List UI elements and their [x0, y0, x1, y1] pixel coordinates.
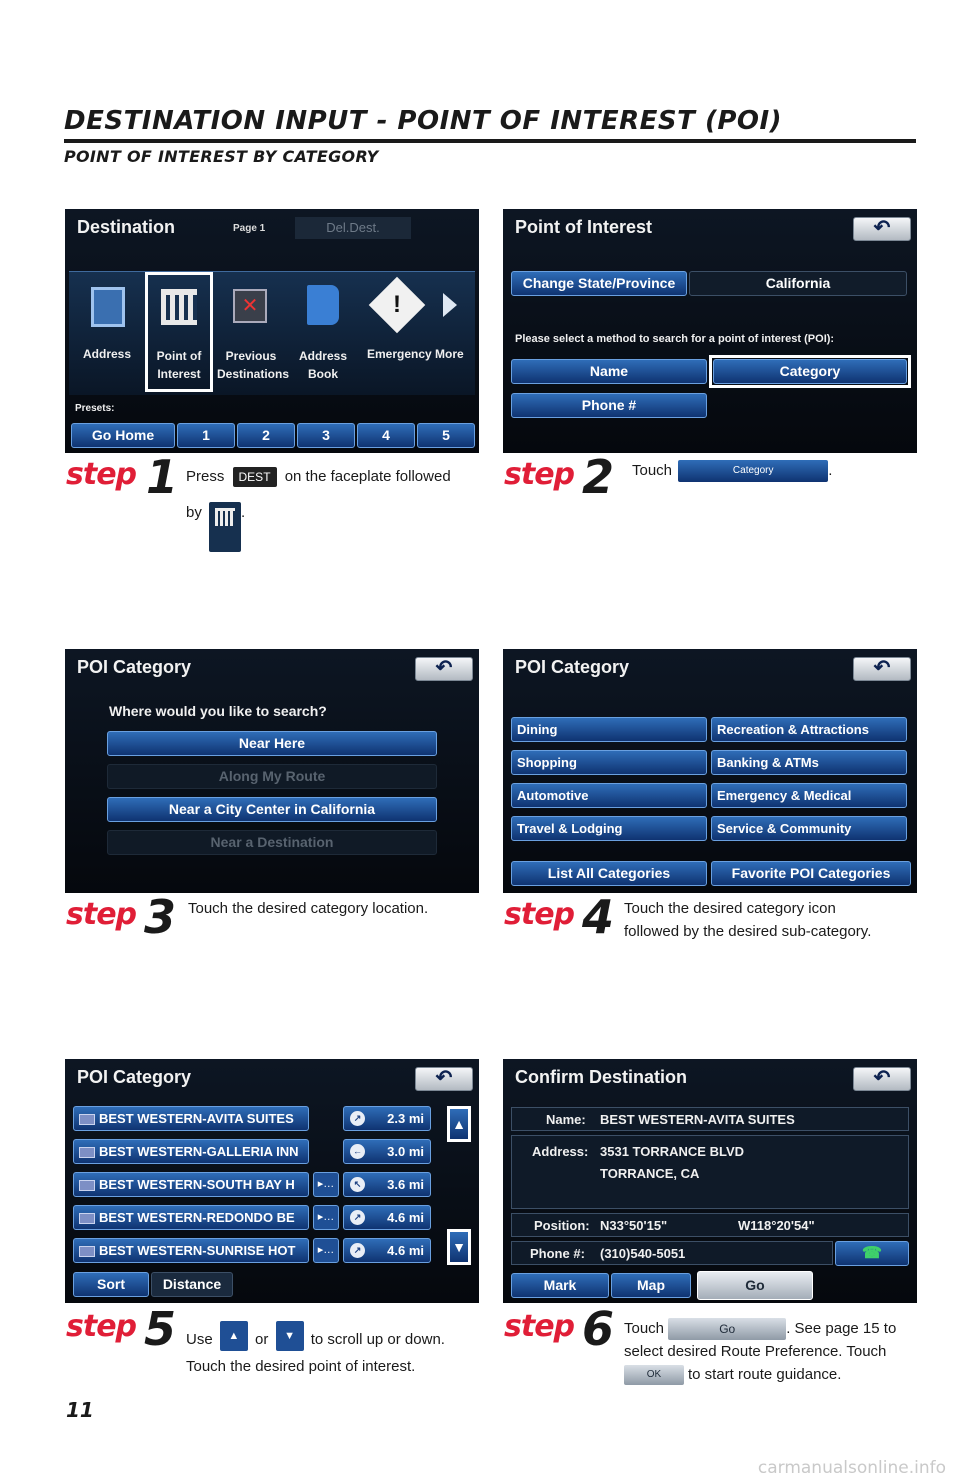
result-name: BEST WESTERN-REDONDO BE: [99, 1210, 295, 1225]
back-button[interactable]: [853, 1067, 911, 1091]
screen-confirm-destination: [503, 1059, 917, 1303]
phone-number: (310)540-5051: [600, 1246, 686, 1261]
screen-poi-category-list: [503, 649, 917, 893]
search-prompt: Where would you like to search?: [109, 703, 327, 719]
page-title: DESTINATION INPUT - POINT OF INTEREST (POI): [64, 106, 783, 136]
near-here-button[interactable]: Near Here: [107, 731, 437, 756]
step-label: step: [66, 1309, 137, 1344]
menu-address[interactable]: [73, 275, 143, 391]
step-number: 3: [144, 890, 177, 944]
menu-label: Address Book: [298, 349, 348, 381]
category-service[interactable]: Service & Community: [711, 816, 907, 841]
route-icon: ▸…: [313, 1238, 339, 1263]
category-chip-label: Category: [732, 465, 774, 477]
compass-icon: ↗: [350, 1210, 365, 1225]
del-dest-button[interactable]: Del.Dest.: [295, 217, 411, 239]
selection-highlight: [145, 272, 213, 392]
phone-row: [511, 1241, 833, 1265]
name-row: [511, 1107, 909, 1131]
address-line-2: TORRANCE, CA: [600, 1166, 700, 1181]
preset-go-home[interactable]: Go Home: [71, 423, 175, 448]
instr-text: Touch: [624, 1320, 665, 1337]
result-name: BEST WESTERN-GALLERIA INN: [99, 1144, 299, 1159]
selection-highlight: [709, 355, 911, 388]
step-label: step: [504, 897, 575, 932]
result-distance: [343, 1238, 431, 1263]
result-name: BEST WESTERN-SOUTH BAY H: [99, 1177, 295, 1192]
instr-text: Use: [186, 1330, 213, 1348]
instr-text: to scroll up or down.: [310, 1330, 445, 1348]
hotel-icon: [79, 1180, 95, 1191]
category-chip: [678, 460, 828, 482]
menu-emergency[interactable]: [359, 275, 432, 391]
near-city-center-button[interactable]: Near a City Center in California: [107, 797, 437, 822]
screen-poi-category-location: [65, 649, 479, 893]
poi-menu-icon: [209, 502, 241, 552]
instr-text: Touch: [632, 462, 673, 479]
step-number: 5: [144, 1302, 177, 1356]
instr-text: to start route guidance.: [688, 1366, 842, 1384]
result-distance: [343, 1139, 431, 1164]
book-icon: [307, 285, 339, 325]
route-icon: ▸…: [313, 1172, 339, 1197]
distance-sort-indicator: Distance: [151, 1272, 233, 1297]
preset-2[interactable]: 2: [237, 423, 295, 448]
category-automotive[interactable]: Automotive: [511, 783, 707, 808]
near-destination-button[interactable]: Near a Destination: [107, 830, 437, 855]
state-field: California: [689, 271, 907, 296]
step-label: step: [504, 1309, 575, 1344]
distance-value: 3.6 mi: [387, 1177, 424, 1192]
step5-instruction: [186, 1325, 486, 1378]
ok-chip: [624, 1365, 684, 1385]
distance-value: 4.6 mi: [387, 1243, 424, 1258]
scroll-up-button[interactable]: [447, 1106, 471, 1142]
destination-name: BEST WESTERN-AVITA SUITES: [600, 1112, 795, 1127]
hotel-icon: [79, 1114, 95, 1125]
menu-label: More: [435, 347, 464, 361]
poi-building-icon: [215, 508, 235, 526]
call-button[interactable]: [835, 1241, 909, 1266]
category-banking[interactable]: Banking & ATMs: [711, 750, 907, 775]
preset-1[interactable]: 1: [177, 423, 235, 448]
watermark: carmanualsonline.info: [757, 1458, 946, 1478]
instr-text: by: [186, 503, 202, 521]
phone-icon: ☎: [862, 1245, 882, 1262]
result-distance: [343, 1205, 431, 1230]
category-dining[interactable]: Dining: [511, 717, 707, 742]
scroll-up-icon: ▲: [220, 1321, 248, 1351]
category-shopping[interactable]: Shopping: [511, 750, 707, 775]
step1-instruction: [186, 465, 486, 538]
latitude: N33°50'15": [600, 1218, 668, 1233]
hotel-icon: [79, 1246, 95, 1257]
search-method-prompt: Please select a method to search for a point of interest (POI):: [515, 333, 835, 345]
result-row[interactable]: [73, 1139, 309, 1164]
distance-value: 3.0 mi: [387, 1144, 424, 1159]
go-button[interactable]: Go: [697, 1271, 813, 1300]
compass-icon: ↖: [350, 1177, 365, 1192]
title-rule: [64, 139, 916, 143]
result-name: BEST WESTERN-SUNRISE HOT: [99, 1243, 296, 1258]
dest-key-label: DEST: [238, 470, 271, 485]
back-button[interactable]: [415, 657, 473, 681]
instr-text: select desired Route Preference. Touch: [624, 1343, 887, 1361]
favorite-categories-button[interactable]: Favorite POI Categories: [711, 861, 911, 886]
result-row[interactable]: [73, 1238, 309, 1263]
step3-instruction: Touch the desired category location.: [188, 900, 429, 917]
presets-label: Presets:: [75, 403, 115, 414]
page-subtitle: POINT OF INTEREST BY CATEGORY: [64, 147, 379, 166]
map-button[interactable]: Map: [611, 1273, 691, 1298]
distance-value: 4.6 mi: [387, 1210, 424, 1225]
step-label: step: [504, 457, 575, 492]
preset-4[interactable]: 4: [357, 423, 415, 448]
screen-title: POI Category: [77, 1067, 192, 1087]
warning-icon: !: [369, 277, 426, 334]
screen-title: Confirm Destination: [515, 1067, 688, 1087]
step-number: 2: [582, 450, 615, 504]
compass-icon: ←: [350, 1144, 365, 1159]
instr-text: Press: [186, 468, 225, 485]
step-label: step: [66, 457, 137, 492]
mark-button[interactable]: Mark: [511, 1273, 609, 1298]
along-my-route-button[interactable]: Along My Route: [107, 764, 437, 789]
back-arrow-icon: ↶: [435, 1067, 453, 1089]
result-distance: [343, 1172, 431, 1197]
position-label: Position:: [534, 1218, 590, 1233]
instr-text: Touch the desired category icon: [624, 900, 836, 917]
step4-instruction: [624, 897, 924, 943]
address-box: [511, 1135, 909, 1209]
pin-icon: ✕: [233, 289, 267, 323]
step-number: 4: [582, 890, 615, 944]
menu-previous-destinations[interactable]: [215, 275, 290, 391]
address-line-1: 3531 TORRANCE BLVD: [600, 1144, 744, 1159]
category-travel-lodging[interactable]: Travel & Lodging: [511, 816, 707, 841]
go-chip-label: Go: [719, 1322, 736, 1337]
step-number: 1: [146, 450, 179, 504]
hotel-icon: [79, 1147, 95, 1158]
menu-label: Emergency: [367, 347, 432, 361]
back-arrow-icon: ↶: [873, 657, 891, 679]
instr-text: .: [828, 462, 833, 479]
address-label: Address:: [532, 1144, 589, 1159]
result-row[interactable]: [73, 1106, 309, 1131]
compass-icon: ↗: [350, 1111, 365, 1126]
step2-instruction: [632, 459, 922, 482]
result-distance: [343, 1106, 431, 1131]
page-number: 11: [66, 1398, 94, 1422]
menu-label: Previous Destinations: [217, 349, 290, 381]
instr-text: Touch the desired point of interest.: [186, 1358, 416, 1375]
category-recreation[interactable]: Recreation & Attractions: [711, 717, 907, 742]
back-arrow-icon: ↶: [873, 217, 891, 239]
menu-label: Point of Interest: [156, 349, 202, 381]
screen-title: Destination: [77, 217, 176, 237]
change-state-button[interactable]: Change State/Province: [511, 271, 687, 296]
compass-icon: ↗: [350, 1243, 365, 1258]
distance-value: 2.3 mi: [387, 1111, 424, 1126]
instr-text: followed by the desired sub-category.: [624, 923, 872, 940]
preset-5[interactable]: 5: [417, 423, 475, 448]
screen-poi-results: [65, 1059, 479, 1303]
screen-destination: [65, 209, 479, 453]
back-arrow-icon: ↶: [435, 657, 453, 679]
address-icon: [91, 287, 125, 327]
ok-chip-label: OK: [646, 1369, 662, 1381]
step-label: step: [66, 897, 137, 932]
screen-title: POI Category: [77, 657, 192, 677]
menu-more[interactable]: [429, 275, 473, 391]
menu-address-book[interactable]: [287, 275, 359, 391]
name-button[interactable]: Name: [511, 359, 707, 384]
step-number: 6: [582, 1302, 615, 1356]
route-icon: ▸…: [313, 1205, 339, 1230]
instr-text: on the faceplate followed: [284, 468, 451, 485]
scroll-down-icon: ▼: [452, 1239, 466, 1255]
chevron-right-icon: [443, 293, 457, 317]
scroll-down-button[interactable]: [447, 1229, 471, 1265]
instr-text: . See page 15 to: [786, 1320, 897, 1337]
result-row[interactable]: [73, 1172, 309, 1197]
back-button[interactable]: [415, 1067, 473, 1091]
sort-button[interactable]: Sort: [73, 1272, 149, 1297]
longitude: W118°20'54": [738, 1218, 815, 1233]
instr-text: .: [241, 503, 246, 521]
menu-label: Address: [83, 347, 132, 361]
category-emergency[interactable]: Emergency & Medical: [711, 783, 907, 808]
preset-3[interactable]: 3: [297, 423, 355, 448]
position-row: [511, 1213, 909, 1237]
list-all-categories-button[interactable]: List All Categories: [511, 861, 707, 886]
screen-title: Point of Interest: [515, 217, 653, 237]
dest-key: [233, 467, 277, 487]
scroll-down-icon: ▼: [276, 1321, 304, 1351]
go-chip: [668, 1318, 786, 1340]
page-indicator: Page 1: [233, 223, 266, 234]
phone-label: Phone #:: [530, 1246, 585, 1261]
step6-instruction: [624, 1317, 924, 1386]
phone-button[interactable]: Phone #: [511, 393, 707, 418]
back-arrow-icon: ↶: [873, 1067, 891, 1089]
screen-point-of-interest: [503, 209, 917, 453]
category-button[interactable]: Category: [713, 359, 907, 384]
result-row[interactable]: [73, 1205, 309, 1230]
scroll-up-icon: ▲: [452, 1116, 466, 1132]
instr-text: or: [255, 1330, 269, 1348]
name-label: Name:: [546, 1112, 586, 1127]
hotel-icon: [79, 1213, 95, 1224]
back-button[interactable]: [853, 657, 911, 681]
screen-title: POI Category: [515, 657, 630, 677]
result-name: BEST WESTERN-AVITA SUITES: [99, 1111, 294, 1126]
back-button[interactable]: [853, 217, 911, 241]
